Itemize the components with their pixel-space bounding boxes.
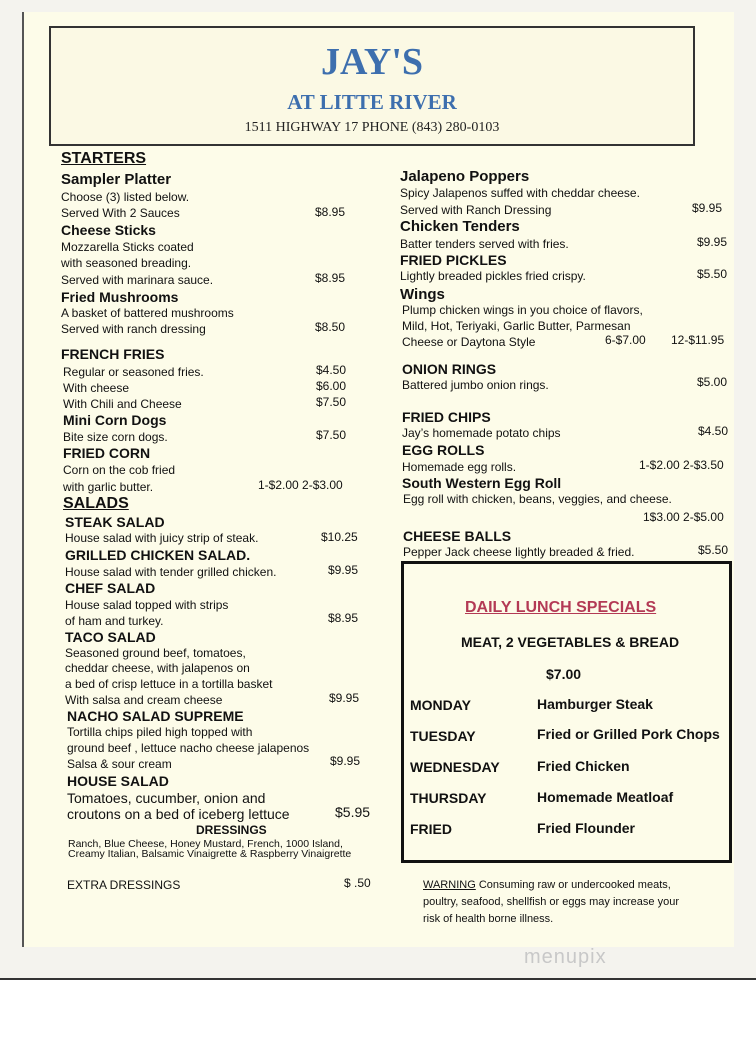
jalapeno-price: $9.95 (692, 201, 723, 215)
jalapeno-name: Jalapeno Poppers (400, 168, 530, 185)
house-salad-name: HOUSE SALAD (67, 773, 169, 789)
cheese-sticks-desc: Mozzarella Sticks coated (61, 240, 194, 254)
pickles-name: FRIED PICKLES (400, 252, 507, 268)
chef-salad-name: CHEF SALAD (65, 580, 156, 596)
chef-salad-desc: of ham and turkey. (65, 614, 164, 628)
jalapeno-desc: Spicy Jalapenos suffed with cheddar cheese. (400, 186, 640, 200)
tenders-desc: Batter tenders served with fries. (400, 237, 569, 251)
house-salad-desc: Tomatoes, cucumber, onion and (67, 790, 266, 806)
taco-salad-desc: With salsa and cream cheese (65, 693, 223, 707)
special-item: Fried Chicken (537, 758, 630, 774)
house-salad-price: $5.95 (335, 804, 371, 820)
corn-dogs-desc: Bite size corn dogs. (63, 430, 168, 444)
watermark: menupix (524, 946, 607, 968)
special-day: WEDNESDAY (410, 759, 500, 775)
fries-option: With Chili and Cheese (63, 397, 182, 411)
nacho-salad-desc: ground beef , lettuce nacho cheese jalapenos (67, 741, 310, 755)
special-item: Fried Flounder (537, 820, 635, 836)
chicken-salad-desc: House salad with tender grilled chicken. (65, 565, 277, 579)
fries-option: Regular or seasoned fries. (63, 365, 204, 379)
cheese-sticks-desc: with seasoned breading. (61, 256, 192, 270)
scan-margin (0, 980, 756, 1040)
sw-egg-roll-name: South Western Egg Roll (402, 475, 562, 491)
sampler-desc: Choose (3) listed below. (61, 190, 190, 204)
egg-rolls-name: EGG ROLLS (402, 442, 485, 458)
mushrooms-desc: Served with ranch dressing (61, 322, 206, 336)
mushrooms-desc: A basket of battered mushrooms (61, 306, 234, 320)
fried-corn-name: FRIED CORN (63, 445, 151, 461)
wings-name: Wings (400, 286, 445, 303)
dressings-list: Creamy Italian, Balsamic Vinaigrette & Raspberry Vinaigrette (68, 848, 352, 860)
special-item: Hamburger Steak (537, 696, 653, 712)
restaurant-name: JAY'S (320, 41, 424, 83)
chef-salad-price: $8.95 (328, 611, 359, 625)
specials-heading: DAILY LUNCH SPECIALS (465, 599, 657, 616)
chicken-salad-name: GRILLED CHICKEN SALAD. (65, 547, 251, 563)
fried-chips-name: FRIED CHIPS (402, 409, 491, 425)
corn-dogs-name: Mini Corn Dogs (63, 412, 167, 428)
onion-rings-desc: Battered jumbo onion rings. (402, 378, 549, 392)
jalapeno-desc: Served with Ranch Dressing (400, 203, 552, 217)
menu-header (49, 26, 695, 146)
wings-price-12: 12-$11.95 (671, 333, 725, 347)
restaurant-address: 1511 HIGHWAY 17 PHONE (843) 280-0103 (244, 120, 500, 135)
fries-price: $7.50 (316, 395, 347, 409)
warning-text: Consuming raw or undercooked meats, (475, 879, 671, 891)
onion-rings-price: $5.00 (697, 375, 728, 389)
pickles-desc: Lightly breaded pickles fried crispy. (400, 269, 586, 283)
taco-salad-price: $9.95 (329, 691, 360, 705)
nacho-salad-price: $9.95 (330, 754, 361, 768)
wings-desc: Cheese or Daytona Style (402, 335, 536, 349)
tenders-name: Chicken Tenders (400, 218, 520, 235)
special-day: FRIED (410, 821, 452, 837)
nacho-salad-desc: Salsa & sour cream (67, 757, 172, 771)
egg-rolls-desc: Homemade egg rolls. (402, 460, 517, 474)
restaurant-subtitle: AT LITTE RIVER (287, 90, 457, 114)
house-salad-desc: croutons on a bed of iceberg lettuce (67, 806, 290, 822)
daily-specials-box (401, 561, 732, 863)
fries-price: $4.50 (316, 363, 347, 377)
fried-chips-desc: Jay’s homemade potato chips (402, 426, 561, 440)
sw-egg-roll-desc: Egg roll with chicken, beans, veggies, and cheese. (403, 492, 672, 506)
sw-egg-roll-price: 1$3.00 2-$5.00 (643, 510, 724, 524)
mushrooms-price: $8.50 (315, 320, 346, 334)
dressings-list: Ranch, Blue Cheese, Honey Mustard, French, 1000 Island, (68, 838, 343, 850)
extra-dressings-label: EXTRA DRESSINGS (67, 878, 181, 892)
taco-salad-desc: cheddar cheese, with jalapenos on (65, 661, 250, 675)
special-day: MONDAY (410, 697, 471, 713)
wings-desc: Plump chicken wings in you choice of flavors, (402, 303, 643, 317)
steak-salad-desc: House salad with juicy strip of steak. (65, 531, 259, 545)
steak-salad-price: $10.25 (321, 530, 358, 544)
mushrooms-name: Fried Mushrooms (61, 289, 179, 305)
corn-dogs-price: $7.50 (316, 428, 347, 442)
sampler-price: $8.95 (315, 205, 346, 219)
cheese-sticks-name: Cheese Sticks (61, 222, 156, 238)
cheese-balls-name: CHEESE BALLS (403, 528, 512, 544)
cheese-balls-desc: Pepper Jack cheese lightly breaded & fried. (403, 545, 635, 559)
fried-corn-desc: with garlic butter. (63, 480, 154, 494)
onion-rings-name: ONION RINGS (402, 361, 497, 377)
warning-line (423, 879, 671, 891)
cheese-balls-price: $5.50 (698, 543, 729, 557)
chicken-salad-price: $9.95 (328, 563, 359, 577)
sampler-name: Sampler Platter (61, 171, 172, 188)
pickles-price: $5.50 (697, 267, 728, 281)
starters-heading: STARTERS (61, 150, 147, 167)
wings-desc: Mild, Hot, Teriyaki, Garlic Butter, Parmesan (402, 319, 631, 333)
nacho-salad-name: NACHO SALAD SUPREME (67, 708, 244, 724)
special-day: THURSDAY (410, 790, 487, 806)
special-day: TUESDAY (410, 728, 476, 744)
taco-salad-desc: a bed of crisp lettuce in a tortilla basket (65, 677, 273, 691)
special-item: Fried or Grilled Pork Chops (537, 726, 720, 742)
fries-option: With cheese (63, 381, 130, 395)
taco-salad-name: TACO SALAD (65, 629, 156, 645)
tenders-price: $9.95 (697, 235, 728, 249)
chef-salad-desc: House salad topped with strips (65, 598, 229, 612)
nacho-salad-desc: Tortilla chips piled high topped with (67, 725, 253, 739)
sampler-desc: Served With 2 Sauces (61, 206, 180, 220)
dressings-heading: DRESSINGS (196, 823, 267, 837)
extra-dressings-price: $ .50 (344, 876, 371, 890)
fries-name: FRENCH FRIES (61, 346, 165, 362)
special-item: Homemade Meatloaf (537, 789, 674, 805)
steak-salad-name: STEAK SALAD (65, 514, 165, 530)
fried-corn-desc: Corn on the cob fried (63, 463, 176, 477)
salads-heading: SALADS (63, 495, 129, 512)
specials-price: $7.00 (546, 666, 582, 682)
taco-salad-desc: Seasoned ground beef, tomatoes, (65, 646, 246, 660)
warning-text: poultry, seafood, shellfish or eggs may increase your (423, 896, 679, 908)
cheese-sticks-price: $8.95 (315, 271, 346, 285)
wings-price-6: 6-$7.00 (605, 333, 646, 347)
fried-corn-price: 1-$2.00 2-$3.00 (258, 478, 343, 492)
fried-chips-price: $4.50 (698, 424, 729, 438)
fries-price: $6.00 (316, 379, 347, 393)
warning-text: risk of health borne illness. (423, 913, 554, 925)
egg-rolls-price: 1-$2.00 2-$3.50 (639, 458, 724, 472)
specials-subheading: MEAT, 2 VEGETABLES & BREAD (461, 634, 680, 650)
warning-label: WARNING (423, 879, 476, 891)
cheese-sticks-desc: Served with marinara sauce. (61, 273, 214, 287)
